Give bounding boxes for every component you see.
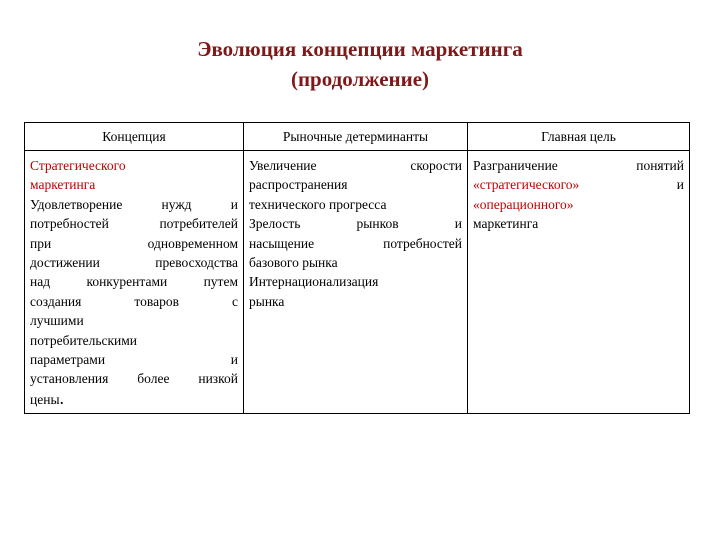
concept-desc-line: лучшими (30, 313, 84, 329)
concept-name-line-1: Стратегического (30, 158, 126, 173)
concept-desc-line: достижении превосходства (30, 255, 238, 271)
concept-desc-line: установления более низкой (30, 371, 238, 387)
determinants-cell (244, 151, 468, 414)
table-row (25, 151, 690, 414)
concept-desc-line: создания товаров с (30, 293, 238, 309)
concept-desc-line: над конкурентами путем (30, 274, 238, 290)
determinant-line: базового рынка (249, 255, 338, 271)
header-market-determinants: Рыночные детерминанты (244, 123, 468, 151)
determinant-line: насыщение потребностей (249, 235, 462, 251)
header-concept: Концепция (25, 123, 244, 151)
concept-desc-line: потребностей потребителей (30, 216, 238, 232)
concept-desc-last-line (30, 389, 238, 409)
concept-desc-period: . (59, 387, 65, 408)
concept-desc-line: Удовлетворение нужд и (30, 196, 238, 212)
marketing-concept-table (24, 122, 690, 414)
concept-desc-line: параметрами и (30, 352, 238, 368)
goal-operational-term: «операционного» (473, 196, 574, 212)
determinant-line: технического прогресса (249, 196, 387, 212)
goal-cell (468, 151, 690, 414)
goal-line-1: Разграничение понятий (473, 158, 684, 173)
table-header-row (25, 123, 690, 151)
determinant-line: Зрелость рынков и (249, 216, 462, 232)
concept-desc-line: при одновременном (30, 235, 238, 251)
concept-desc-line: потребительскими (30, 332, 138, 348)
concept-cell (25, 151, 244, 414)
title-line-2: (продолжение) (290, 67, 430, 91)
determinant-line: рынка (249, 293, 285, 309)
header-main-goal: Главная цель (468, 123, 690, 151)
goal-strategic-term: «стратегического» (473, 177, 580, 193)
goal-conjunction: и (676, 177, 684, 193)
concept-desc-word: цены (30, 391, 60, 407)
title-line-1: Эволюция концепции маркетинга (197, 37, 523, 61)
page-title (0, 34, 720, 94)
determinant-line: Увеличение скорости (249, 158, 462, 173)
goal-line-4: маркетинга (473, 216, 539, 232)
concept-name-line-2: маркетинга (30, 177, 96, 193)
determinant-line: Интернационализация (249, 274, 379, 290)
determinant-line: распространения (249, 177, 348, 193)
goal-line-2 (473, 175, 684, 194)
